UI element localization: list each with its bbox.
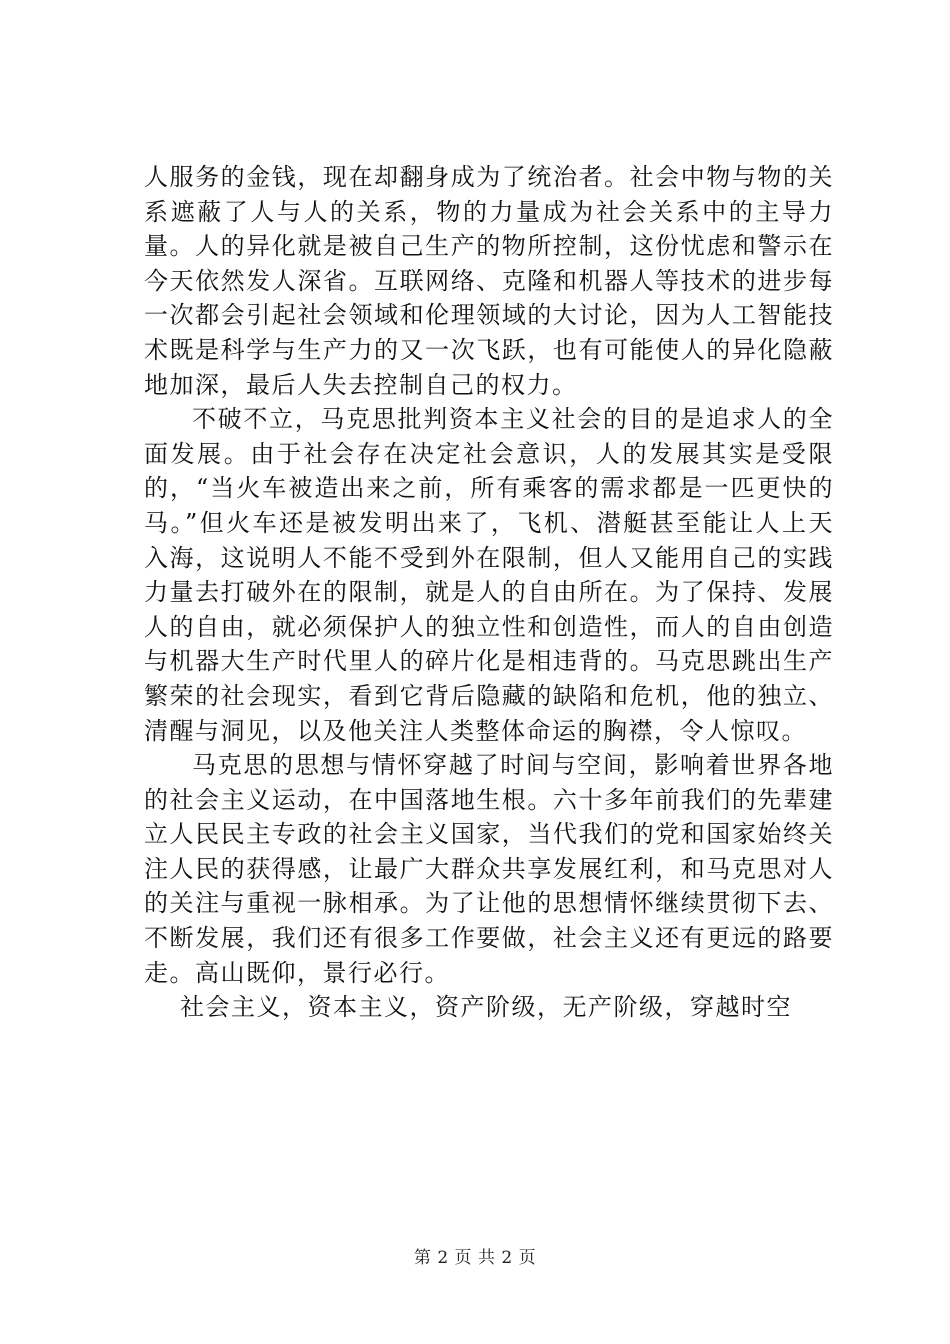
page-number-footer: 第 2 页 共 2 页: [413, 1248, 537, 1268]
document-body: [144, 160, 834, 1025]
body-paragraph-1: 人服务的金钱，现在却翻身成为了统治者。社会中物与物的关系遮蔽了人与人的关系，物的力量成为社会关系中的主导力量。人的异化就是被自己生产的物所控制，这份忧虑和警示在今天依然发人深省。互联网络、克隆和机器人等技术的进步每一次都会引起社会领域和伦理领域的大讨论，因为人工智能技术既是科学与生产力的又一次飞跃，也有可能使人的异化隐蔽地加深，最后人失去控制自己的权力。: [144, 163, 834, 399]
keywords-line: 社会主义，资本主义，资产阶级，无产阶级，穿越时空: [180, 993, 792, 1022]
body-paragraph-3: 马克思的思想与情怀穿越了时间与空间，影响着世界各地的社会主义运动，在中国落地生根。六十多年前我们的先辈建立人民民主专政的社会主义国家，当代我们的党和国家始终关注人民的获得感，让最广大群众共享发展红利，和马克思对人的关注与重视一脉相承。为了让他的思想情怀继续贯彻下去、不断发展，我们还有很多工作要做，社会主义还有更远的路要走。高山既仰，景行必行。: [144, 751, 834, 987]
body-paragraph-2: 不破不立，马克思批判资本主义社会的目的是追求人的全面发展。由于社会存在决定社会意识，人的发展其实是受限的，“当火车被造出来之前，所有乘客的需求都是一匹更快的马。”但火车还是被发明出来了，飞机、潜艇甚至能让人上天入海，这说明人不能不受到外在限制，但人又能用自己的实践力量去打破外在的限制，就是人的自由所在。为了保持、发展人的自由，就必须保护人的独立性和创造性，而人的自由创造与机器大生产时代里人的碎片化是相违背的。马克思跳出生产繁荣的社会现实，看到它背后隐藏的缺陷和危机，他的独立、清醒与洞见，以及他关注人类整体命运的胸襟，令人惊叹。: [144, 405, 834, 745]
